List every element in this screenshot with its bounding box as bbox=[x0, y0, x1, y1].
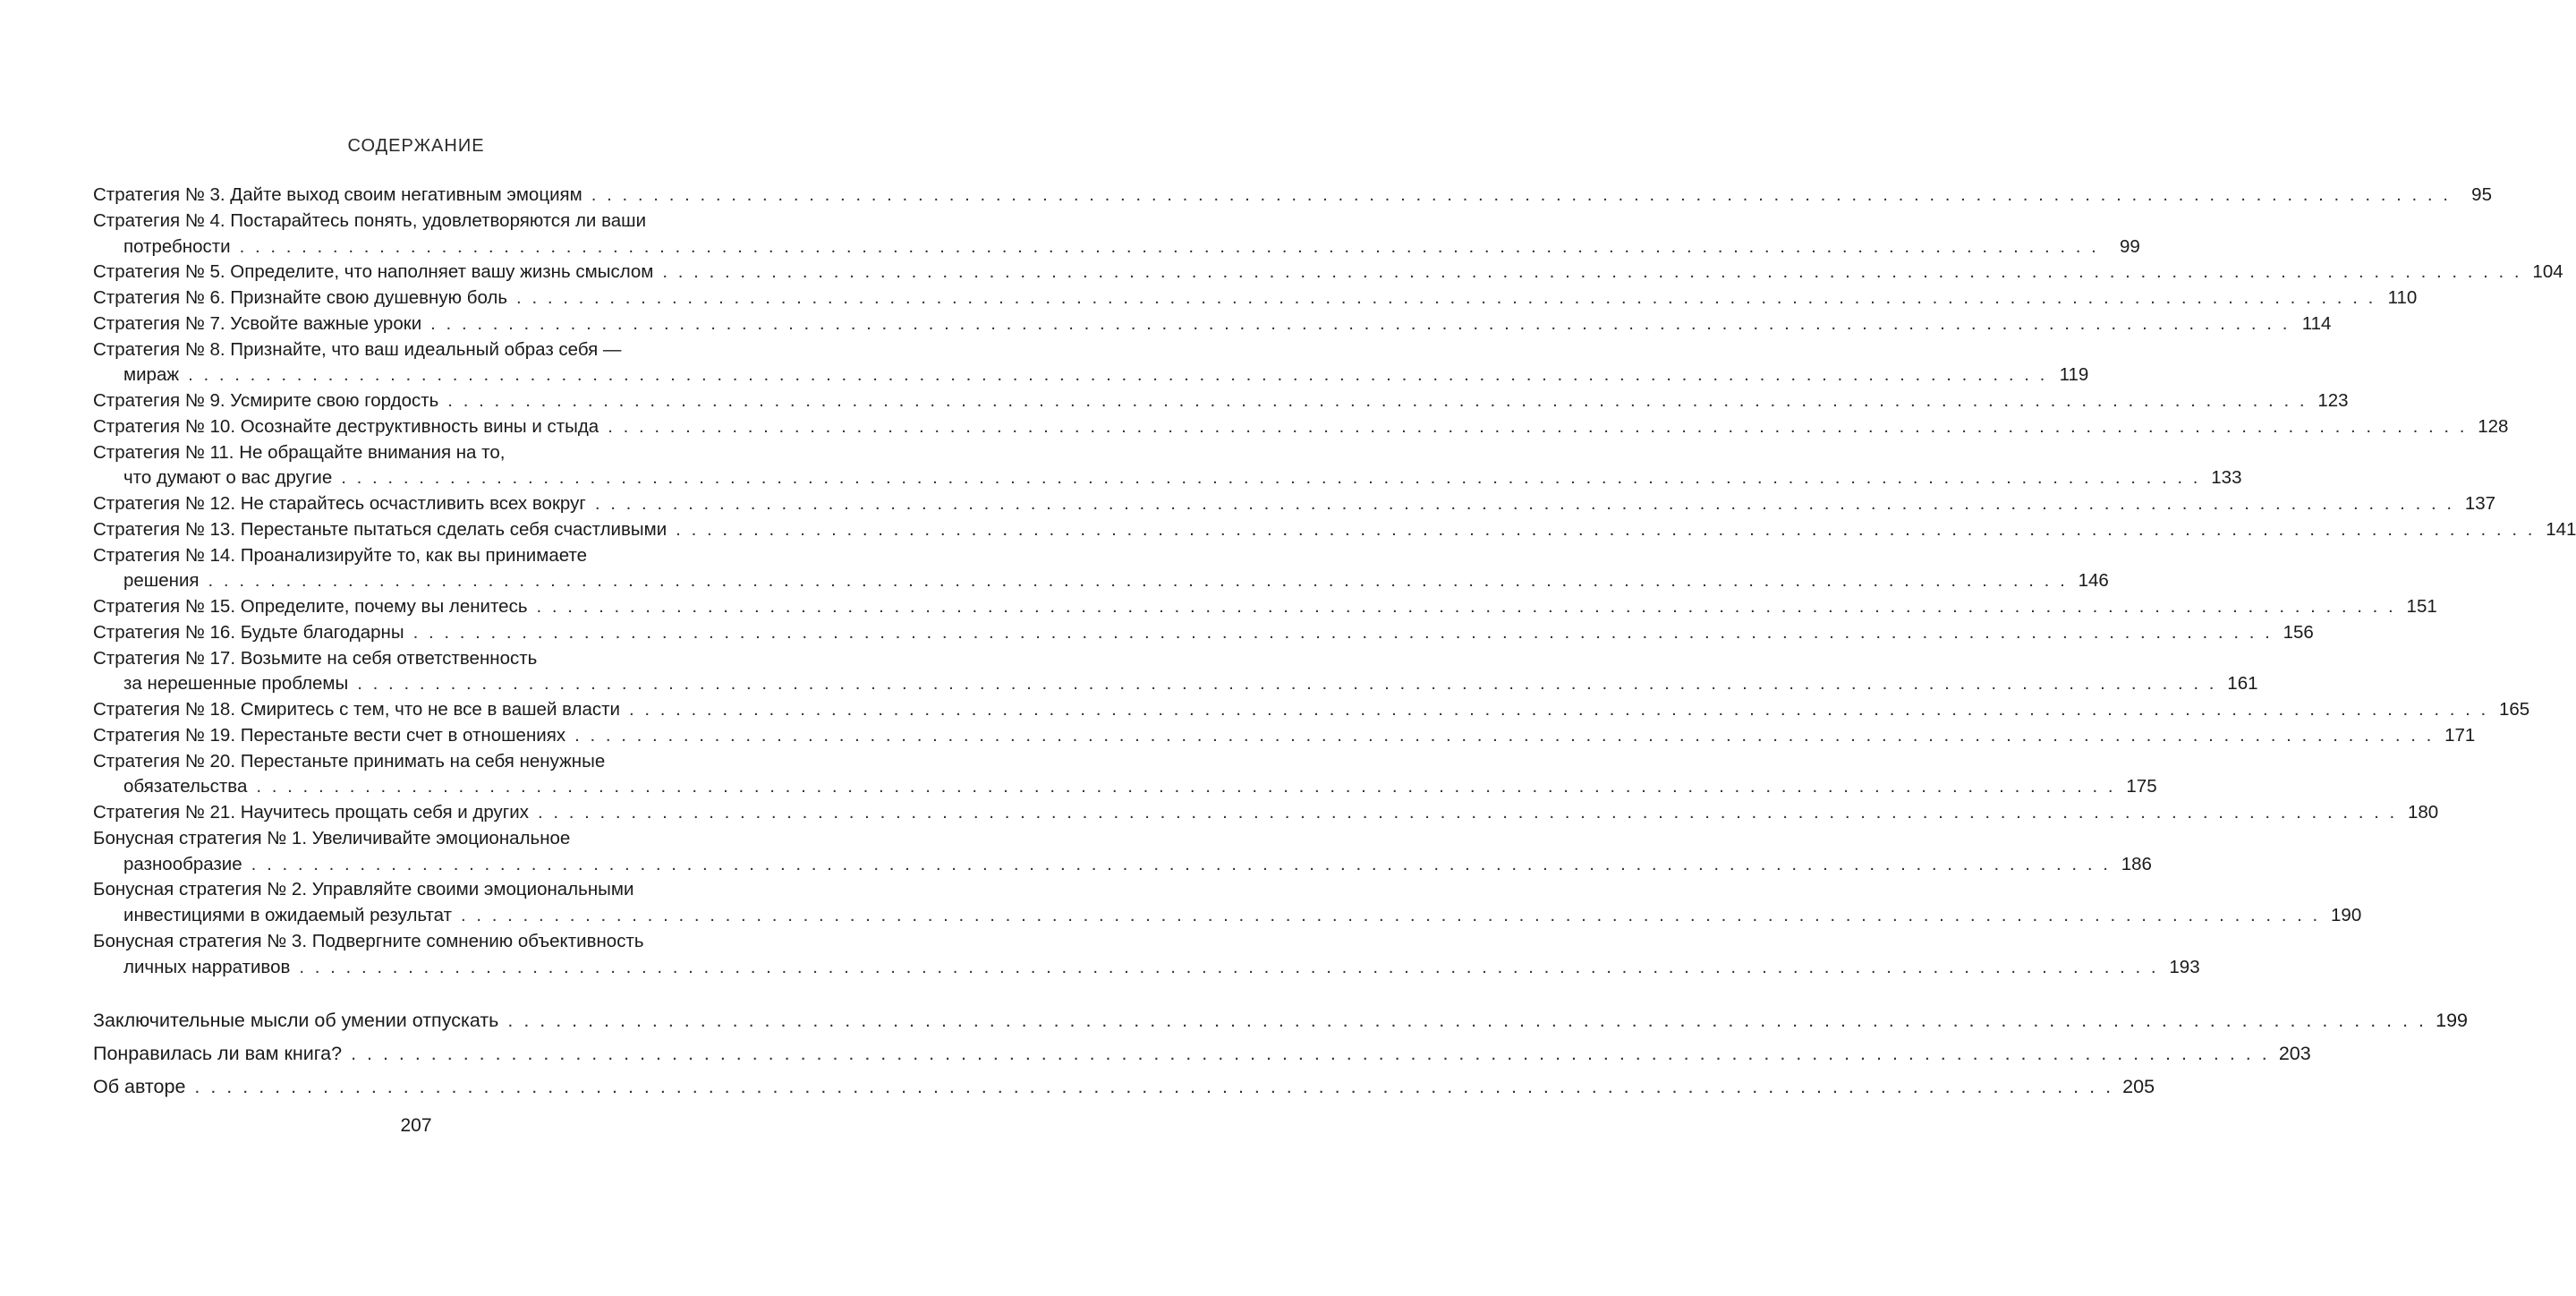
toc-entry bbox=[93, 388, 2349, 414]
toc-entry-title: Стратегия № 10. Осознайте деструктивность вины и стыда bbox=[93, 415, 599, 437]
toc-entry-title: Стратегия № 11. Не обращайте внимания на то, bbox=[93, 441, 506, 463]
dot-leader: . . . . . . . . . . . . . . . . . . . . . . . . . . . . . . . . . . . . . . . . . . . . . . . . . . . . . . . . . . . . . . . . . . . . . . . . . . . . . . . . . . . . . . . . . . . . . . . . . . . . . . . . . . . . . . . . . . . . . . . . bbox=[188, 364, 2048, 386]
toc-entry-title: Об авторе bbox=[93, 1076, 186, 1097]
toc-page-number: 151 bbox=[2406, 596, 2437, 617]
dot-leader: . . . . . . . . . . . . . . . . . . . . . . . . . . . . . . . . . . . . . . . . . . . . . . . . . . . . . . . . . . . . . . . . . . . . . . . . . . . . . . . . . . . . . . . . . . . . . . . . . . . . . . . . . . . . . . . . . . . . . . . . bbox=[608, 415, 2468, 437]
toc-page-number: 180 bbox=[2408, 802, 2439, 823]
dot-leader: . . . . . . . . . . . . . . . . . . . . . . . . . . . . . . . . . . . . . . . . . . . . . . . . . . . . . . . . . . . . . . . . . . . . . . . . . . . . . . . . . . . . . . . . . . . . . . . . . . . . . . . . . . . . . . . . . . . . . . . . bbox=[574, 724, 2435, 746]
toc-entry bbox=[93, 877, 741, 903]
toc-entry bbox=[93, 1004, 2469, 1037]
dot-leader: . . . . . . . . . . . . . . . . . . . . . . . . . . . . . . . . . . . . . . . . . . . . . . . . . . . . . . . . . . . . . . . . . . . . . . . . . . . . . . . . . . . . . . . . . . . . . . . . . . . . . . . . . . . . . . . . . . . . . . . . bbox=[537, 802, 2398, 823]
dot-leader: . . . . . . . . . . . . . . . . . . . . . . . . . . . . . . . . . . . . . . . . . . . . . . . . . . . . . . . . . . . . . . . . . . . . . . . . . . . . . . . . . . . . . . . . . . . . . . . . . . . . . . . . . . . . . . . . . . . . . . . . bbox=[239, 235, 2099, 257]
toc-entry-title: Стратегия № 6. Признайте свою душевную боль bbox=[93, 287, 508, 308]
toc-page-number: 161 bbox=[2227, 673, 2258, 695]
dot-leader: . . . . . . . . . . . . . . . . . . . . . . . . . . . . . . . . . . . . . . . . . . . . . . . . . . . . . . . . . . . . . . . . . . . . . . . . . . . . . . . . . . . . . . . . . . . . . . . . . . . . . . . . . . . . . . . . . . . . . . . . bbox=[516, 287, 2376, 308]
toc-entry-title: Бонусная стратегия № 2. Управляйте своими эмоциональными bbox=[93, 879, 634, 900]
toc-entry bbox=[93, 594, 2437, 620]
toc-page-number: 165 bbox=[2499, 699, 2530, 720]
toc-page-number: 133 bbox=[2211, 467, 2242, 489]
toc-entry-title: обязательства bbox=[123, 776, 248, 797]
toc-entry-continuation bbox=[93, 852, 2152, 878]
toc-page-number: 141 bbox=[2546, 518, 2576, 540]
toc-entry-title: Стратегия № 8. Признайте, что ваш идеальный образ себя — bbox=[93, 338, 622, 360]
toc-entry bbox=[93, 337, 741, 363]
toc-entry-title: личных нарративов bbox=[123, 956, 291, 977]
toc-entry-continuation bbox=[93, 955, 2200, 981]
toc-page-number: 95 bbox=[2471, 184, 2492, 205]
toc-entry-title: Бонусная стратегия № 1. Увеличивайте эмоциональное bbox=[93, 827, 571, 848]
toc-entry-title: Стратегия № 9. Усмирите свою гордость bbox=[93, 390, 439, 411]
toc-entry bbox=[93, 1070, 2155, 1104]
dot-leader: . . . . . . . . . . . . . . . . . . . . . . . . . . . . . . . . . . . . . . . . . . . . . . . . . . . . . . . . . . . . . . . . . . . . . . . . . . . . . . . . . . . . . . . . . . . . . . . . . . . . . . . . . . . . . . . . . . . . . . . . bbox=[208, 570, 2068, 592]
toc-entry-title: Стратегия № 15. Определите, почему вы ленитесь bbox=[93, 596, 528, 617]
toc-entry bbox=[93, 543, 741, 569]
toc-entry bbox=[93, 286, 2418, 311]
toc-entry-title: что думают о вас другие bbox=[123, 467, 333, 489]
toc-entry-title: Заключительные мысли об умении отпускать bbox=[93, 1010, 499, 1031]
toc-page-number: 186 bbox=[2121, 853, 2152, 874]
toc-entry bbox=[93, 723, 2476, 749]
toc-entry-title: Стратегия № 5. Определите, что наполняет вашу жизнь смыслом bbox=[93, 261, 654, 283]
toc-entry bbox=[93, 209, 741, 234]
toc-page-number: 104 bbox=[2532, 261, 2563, 283]
toc-entry-title: Стратегия № 14. Проанализируйте то, как вы принимаете bbox=[93, 544, 588, 566]
toc-entry bbox=[93, 929, 741, 955]
toc-page-number: 171 bbox=[2444, 724, 2476, 746]
toc-entry-title: Стратегия № 17. Возьмите на себя ответственность bbox=[93, 647, 538, 669]
toc-entry-title: Понравилась ли вам книга? bbox=[93, 1043, 343, 1064]
table-of-contents bbox=[93, 183, 2576, 980]
toc-entry-continuation bbox=[93, 774, 2157, 800]
dot-leader: . . . . . . . . . . . . . . . . . . . . . . . . . . . . . . . . . . . . . . . . . . . . . . . . . . . . . . . . . . . . . . . . . . . . . . . . . . . . . . . . . . . . . . . . . . . . . . . . . . . . . . . . . . . . . . . . . . . . . . . . bbox=[507, 1010, 2427, 1031]
dot-leader: . . . . . . . . . . . . . . . . . . . . . . . . . . . . . . . . . . . . . . . . . . . . . . . . . . . . . . . . . . . . . . . . . . . . . . . . . . . . . . . . . . . . . . . . . . . . . . . . . . . . . . . . . . . . . . . . . . . . . . . . bbox=[594, 493, 2455, 514]
dot-leader: . . . . . . . . . . . . . . . . . . . . . . . . . . . . . . . . . . . . . . . . . . . . . . . . . . . . . . . . . . . . . . . . . . . . . . . . . . . . . . . . . . . . . . . . . . . . . . . . . . . . . . . . . . . . . . . . . . . . . . . . bbox=[351, 1043, 2270, 1064]
page-number: 207 bbox=[400, 1115, 432, 1136]
toc-page-number: 99 bbox=[2120, 235, 2140, 257]
toc-entry bbox=[93, 826, 741, 852]
toc-entry bbox=[93, 620, 2314, 646]
dot-leader: . . . . . . . . . . . . . . . . . . . . . . . . . . . . . . . . . . . . . . . . . . . . . . . . . . . . . . . . . . . . . . . . . . . . . . . . . . . . . . . . . . . . . . . . . . . . . . . . . . . . . . . . . . . . . . . . . . . . . . . . bbox=[430, 312, 2291, 334]
toc-entry-continuation bbox=[93, 568, 2109, 594]
toc-page-number: 114 bbox=[2301, 312, 2332, 334]
toc-entry-title: Стратегия № 18. Смиритесь с тем, что не все в вашей власти bbox=[93, 699, 620, 720]
dot-leader: . . . . . . . . . . . . . . . . . . . . . . . . . . . . . . . . . . . . . . . . . . . . . . . . . . . . . . . . . . . . . . . . . . . . . . . . . . . . . . . . . . . . . . . . . . . . . . . . . . . . . . . . . . . . . . . . . . . . . . . . bbox=[412, 621, 2273, 643]
toc-entry-title: Бонусная стратегия № 3. Подвергните сомнению объективность bbox=[93, 930, 644, 951]
toc-entry-title: Стратегия № 12. Не старайтесь осчастливить всех вокруг bbox=[93, 493, 586, 514]
toc-entry-continuation bbox=[93, 671, 2258, 697]
dot-leader: . . . . . . . . . . . . . . . . . . . . . . . . . . . . . . . . . . . . . . . . . . . . . . . . . . . . . . . . . . . . . . . . . . . . . . . . . . . . . . . . . . . . . . . . . . . . . . . . . . . . . . . . . . . . . . . . . . . . . . . . bbox=[299, 956, 2159, 977]
toc-entry bbox=[93, 414, 2509, 440]
toc-entry bbox=[93, 311, 2332, 337]
dot-leader: . . . . . . . . . . . . . . . . . . . . . . . . . . . . . . . . . . . . . . . . . . . . . . . . . . . . . . . . . . . . . . . . . . . . . . . . . . . . . . . . . . . . . . . . . . . . . . . . . . . . . . . . . . . . . . . . . . . . . . . . bbox=[251, 853, 2111, 874]
toc-entry-title: потребности bbox=[123, 235, 231, 257]
toc-entry-title: Стратегия № 7. Усвойте важные уроки bbox=[93, 312, 422, 334]
toc-entry bbox=[93, 697, 2530, 723]
toc-entry-title: Стратегия № 16. Будьте благодарны bbox=[93, 621, 404, 643]
toc-entry-title: Стратегия № 4. Постарайтесь понять, удовлетворяются ли ваши bbox=[93, 209, 647, 231]
toc-entry-title: Стратегия № 3. Дайте выход своим негативным эмоциям bbox=[93, 184, 582, 205]
dot-leader: . . . . . . . . . . . . . . . . . . . . . . . . . . . . . . . . . . . . . . . . . . . . . . . . . . . . . . . . . . . . . . . . . . . . . . . . . . . . . . . . . . . . . . . . . . . . . . . . . . . . . . . . . . . . . . . . . . . . . . . . bbox=[194, 1076, 2114, 1097]
toc-page-number: 123 bbox=[2317, 390, 2349, 411]
toc-entry bbox=[93, 749, 741, 775]
toc-page-number: 119 bbox=[2059, 364, 2089, 386]
toc-entry-title: Стратегия № 19. Перестаньте вести счет в отношениях bbox=[93, 724, 566, 746]
toc-entry-title: Стратегия № 20. Перестаньте принимать на себя ненужные bbox=[93, 750, 606, 772]
dot-leader: . . . . . . . . . . . . . . . . . . . . . . . . . . . . . . . . . . . . . . . . . . . . . . . . . . . . . . . . . . . . . . . . . . . . . . . . . . . . . . . . . . . . . . . . . . . . . . . . . . . . . . . . . . . . . . . . . . . . . . . . bbox=[341, 467, 2201, 489]
toc-entry-continuation bbox=[93, 234, 2140, 260]
toc-entry bbox=[93, 646, 741, 672]
toc-page-number: 199 bbox=[2436, 1010, 2469, 1031]
toc-page-number: 137 bbox=[2464, 493, 2496, 514]
dot-leader: . . . . . . . . . . . . . . . . . . . . . . . . . . . . . . . . . . . . . . . . . . . . . . . . . . . . . . . . . . . . . . . . . . . . . . . . . . . . . . . . . . . . . . . . . . . . . . . . . . . . . . . . . . . . . . . . . . . . . . . . bbox=[460, 905, 2321, 925]
toc-entry-title: за нерешенные проблемы bbox=[123, 673, 349, 695]
toc-page-number: 128 bbox=[2478, 415, 2509, 437]
toc-entry bbox=[93, 440, 741, 466]
toc-page-number: 110 bbox=[2387, 287, 2418, 308]
toc-entry-title: решения bbox=[123, 570, 200, 592]
toc-page-number: 156 bbox=[2283, 621, 2314, 643]
toc-entry-continuation bbox=[93, 362, 2089, 388]
dot-leader: . . . . . . . . . . . . . . . . . . . . . . . . . . . . . . . . . . . . . . . . . . . . . . . . . . . . . . . . . . . . . . . . . . . . . . . . . . . . . . . . . . . . . . . . . . . . . . . . . . . . . . . . . . . . . . . . . . . . . . . . bbox=[662, 261, 2522, 283]
toc-page-number: 205 bbox=[2122, 1076, 2155, 1097]
toc-entry-title: Стратегия № 21. Научитесь прощать себя и других bbox=[93, 802, 529, 823]
toc-page-number: 203 bbox=[2278, 1043, 2311, 1064]
dot-leader: . . . . . . . . . . . . . . . . . . . . . . . . . . . . . . . . . . . . . . . . . . . . . . . . . . . . . . . . . . . . . . . . . . . . . . . . . . . . . . . . . . . . . . . . . . . . . . . . . . . . . . . . . . . . . . . . . . . . . . . . bbox=[591, 184, 2451, 205]
dot-leader: . . . . . . . . . . . . . . . . . . . . . . . . . . . . . . . . . . . . . . . . . . . . . . . . . . . . . . . . . . . . . . . . . . . . . . . . . . . . . . . . . . . . . . . . . . . . . . . . . . . . . . . . . . . . . . . . . . . . . . . . bbox=[256, 776, 2116, 797]
dot-leader: . . . . . . . . . . . . . . . . . . . . . . . . . . . . . . . . . . . . . . . . . . . . . . . . . . . . . . . . . . . . . . . . . . . . . . . . . . . . . . . . . . . . . . . . . . . . . . . . . . . . . . . . . . . . . . . . . . . . . . . . bbox=[357, 673, 2217, 695]
toc-page-number: 146 bbox=[2078, 570, 2109, 592]
toc-entry bbox=[93, 183, 2492, 209]
dot-leader: . . . . . . . . . . . . . . . . . . . . . . . . . . . . . . . . . . . . . . . . . . . . . . . . . . . . . . . . . . . . . . . . . . . . . . . . . . . . . . . . . . . . . . . . . . . . . . . . . . . . . . . . . . . . . . . . . . . . . . . . bbox=[536, 596, 2396, 617]
toc-page-number: 190 bbox=[2331, 905, 2362, 925]
toc-entry-continuation bbox=[93, 465, 2242, 491]
toc-page-number: 193 bbox=[2169, 956, 2200, 977]
toc-entry bbox=[93, 517, 2576, 543]
toc-entry bbox=[93, 800, 2439, 826]
toc-entry bbox=[93, 1037, 2311, 1070]
toc-page-number: 175 bbox=[2126, 776, 2157, 797]
toc-entry bbox=[93, 491, 2496, 517]
toc-entry bbox=[93, 260, 2563, 286]
toc-entry-title: разнообразие bbox=[123, 853, 242, 874]
toc-entry-continuation bbox=[93, 903, 2362, 929]
dot-leader: . . . . . . . . . . . . . . . . . . . . . . . . . . . . . . . . . . . . . . . . . . . . . . . . . . . . . . . . . . . . . . . . . . . . . . . . . . . . . . . . . . . . . . . . . . . . . . . . . . . . . . . . . . . . . . . . . . . . . . . . bbox=[447, 390, 2308, 411]
toc-entry-title: Стратегия № 13. Перестаньте пытаться сделать себя счастливыми bbox=[93, 518, 667, 540]
toc-entry-title: мираж bbox=[123, 364, 180, 386]
page-heading: СОДЕРЖАНИЕ bbox=[347, 136, 485, 156]
table-of-contents-final-sections bbox=[93, 1004, 2469, 1104]
toc-entry-title: инвестициями в ожидаемый результат bbox=[123, 905, 452, 925]
dot-leader: . . . . . . . . . . . . . . . . . . . . . . . . . . . . . . . . . . . . . . . . . . . . . . . . . . . . . . . . . . . . . . . . . . . . . . . . . . . . . . . . . . . . . . . . . . . . . . . . . . . . . . . . . . . . . . . . . . . . . . . . bbox=[628, 699, 2489, 720]
dot-leader: . . . . . . . . . . . . . . . . . . . . . . . . . . . . . . . . . . . . . . . . . . . . . . . . . . . . . . . . . . . . . . . . . . . . . . . . . . . . . . . . . . . . . . . . . . . . . . . . . . . . . . . . . . . . . . . . . . . . . . . . bbox=[676, 518, 2536, 540]
